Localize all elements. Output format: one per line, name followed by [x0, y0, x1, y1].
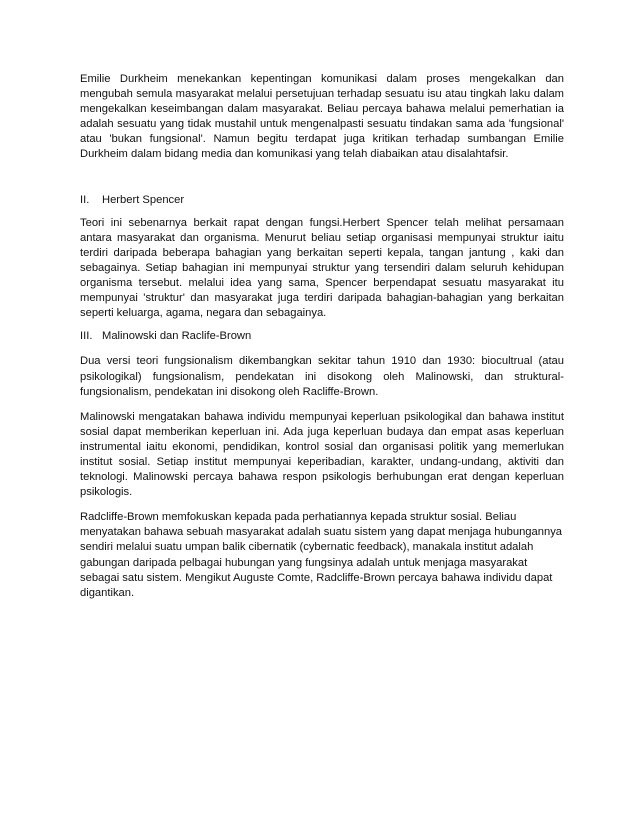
- heading-herbert-spencer: [80, 193, 564, 208]
- paragraph-malinowski: Malinowski mengatakan bahawa individu mempunyai keperluan psikologikal dan bahawa institut sosial dapat memberikan keperluan ini. Ada juga keperluan budaya dan empat asas keperluan instrumental iaitu ekonomi, pendidikan, kontrol sosial dan organisasi politik yang memerlukan institut sosial. Setiap institut mempunyai keperibadian, karakter, undang-undang, aktiviti dan teknologi. Malinowski percaya bahawa respon psikologis berhubungan erat dengan keperluan psikologis.: [80, 410, 564, 499]
- heading-number: II.: [80, 193, 90, 206]
- heading-malinowski-raclife-brown: [80, 329, 564, 344]
- paragraph-two-versions: Dua versi teori fungsionalism dikembangkan sekitar tahun 1910 dan 1930: biocultrual (atau psikologikal) fungsionalism, pendekatan ini disokong oleh Malinowski, dan struktural-fungsionalism, pendekatan ini disokong oleh Racliffe-Brown.: [80, 355, 564, 398]
- heading-title: Herbert Spencer: [102, 193, 185, 206]
- paragraph-spencer: Teori ini sebenarnya berkait rapat dengan fungsi.Herbert Spencer telah melihat persamaan antara masyarakat dan organisma. Menurut beliau setiap organisasi mempunyai struktur iaitu terdiri daripada beberapa bahagian yang berkaitan seperti kepala, tangan jantung , kaki dan sebagainya. Setiap bahagian ini mempunyai struktur yang tersendiri dalam seluruh kehidupan organisma tersebut. melalui idea yang sama, Spencer berpendapat sesuatu masyarakat itu mempunyai 'struktur' dan masyarakat juga terdiri daripada bahagian-bahagian yang berkaitan seperti keluarga, agama, negara dan sebagainya.: [80, 216, 564, 320]
- heading-title: Malinowski dan Raclife-Brown: [102, 330, 252, 343]
- paragraph-durkheim: Emilie Durkheim menekankan kepentingan komunikasi dalam proses mengekalkan dan mengubah semula masyarakat melalui persetujuan terhadap sesuatu isu atau tingkah laku dalam mengekalkan keseimbangan dalam masyarakat. Beliau percaya bahawa melalui pemerhatian ia adalah sesuatu yang tidak mustahil untuk mengenalpasti sesuatu tindakan sama ada 'fungsional' atau 'bukan fungsional'. Namun begitu terdapat juga kritikan terhadap sumbangan Emilie Durkheim dalam bidang media dan komunikasi yang telah diabaikan atau disalahtafsir.: [80, 73, 564, 161]
- paragraph-radcliffe-brown: Radcliffe-Brown memfokuskan kepada pada perhatiannya kepada struktur sosial. Beliau menyatakan bahawa sebuah masyarakat adalah suatu sistem yang dapat menjaga hubungannya sendiri melalui suatu umpan balik cibernatik (cybernatic feedback), manakala institut adalah gabungan daripada pelbagai hubungan yang fungsinya adalah untuk menjaga masyarakat sebagai satu sistem. Mengikut Auguste Comte, Radcliffe-Brown percaya bahawa individu dapat digantikan.: [80, 511, 563, 599]
- heading-number: III.: [80, 330, 93, 343]
- document-page: [80, 72, 564, 601]
